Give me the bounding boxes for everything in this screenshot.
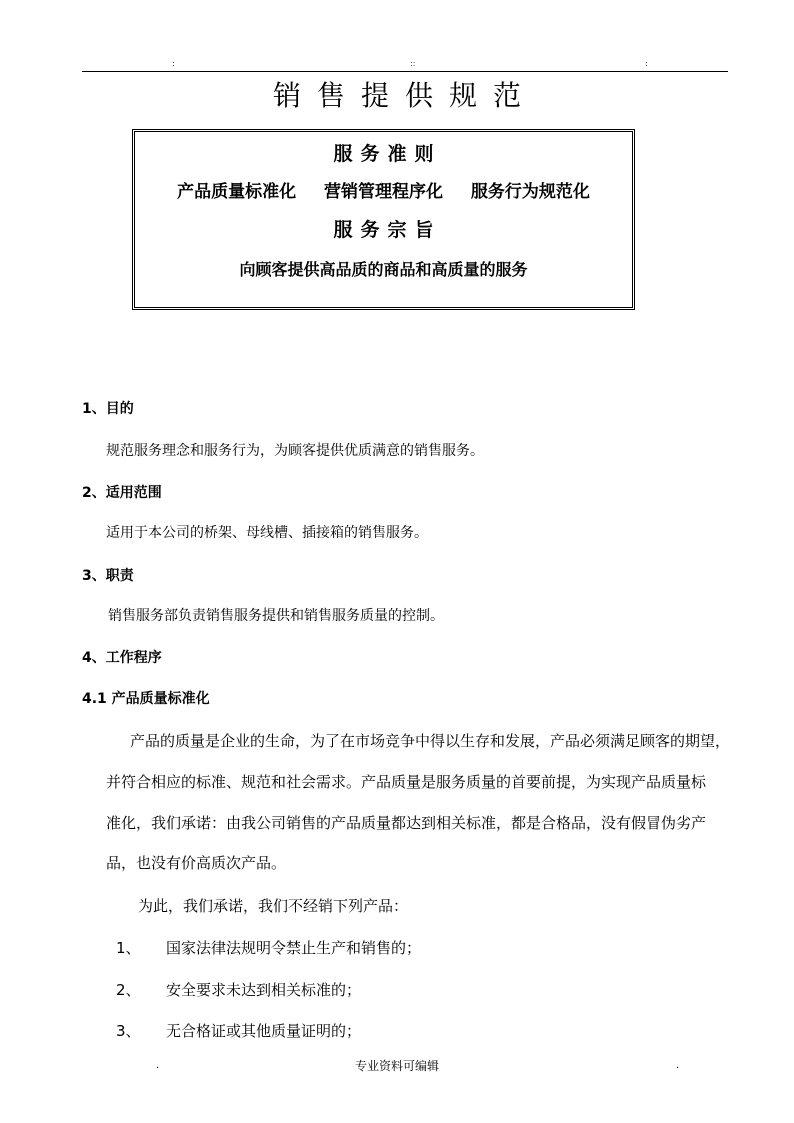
quality-paragraph-line: 准化，我们承诺：由我公司销售的产品质量都达到相关标准，都是合格品，没有假冒伪劣产: [106, 814, 707, 832]
service-principles-heading: 服务准则: [333, 143, 442, 165]
section-heading-procedure: 4、工作程序: [82, 650, 162, 666]
section-heading-scope: 2、适用范围: [82, 485, 162, 501]
section-heading-purpose: 1、目的: [82, 401, 134, 417]
service-purpose-text: 向顾客提供高品质的商品和高质量的服务: [239, 260, 528, 279]
service-purpose-heading: 服务宗旨: [333, 219, 442, 241]
header-marks: [0, 58, 794, 70]
page-footer: [0, 1056, 794, 1076]
list-item-number: 1、: [116, 939, 141, 957]
service-principles-list: [135, 179, 632, 205]
header-rule: [82, 71, 728, 72]
quality-paragraph-line: 产品的质量是企业的生命，为了在市场竞争中得以生存和发展，产品必须满足顾客的期望，: [130, 732, 731, 750]
list-item-number: 2、: [116, 981, 141, 999]
subsection-heading-quality: 4.1 产品质量标准化: [82, 691, 210, 707]
commitment-intro: 为此，我们承诺，我们不经销下列产品：: [138, 897, 409, 915]
principle-item: 营销管理程序化: [324, 182, 443, 202]
list-item-text: 安全要求未达到相关标准的；: [166, 981, 362, 999]
header-mark-right: :: [645, 59, 648, 68]
list-item-text: 国家法律法规明令禁止生产和销售的；: [166, 939, 422, 957]
principle-item: 服务行为规范化: [470, 182, 590, 202]
header-mark-left: :: [172, 59, 175, 68]
list-item-number: 3、: [116, 1022, 141, 1040]
principles-box: [132, 129, 635, 310]
quality-paragraph-line: 并符合相应的标准、规范和社会需求。产品质量是服务质量的首要前提，为实现产品质量标: [106, 773, 707, 791]
section-text-scope: 适用于本公司的桥架、母线槽、插接箱的销售服务。: [106, 525, 428, 541]
header-mark-center: ::: [410, 59, 416, 68]
section-heading-responsibility: 3、职责: [82, 568, 134, 584]
document-title: 销售提供规范: [272, 79, 537, 112]
section-text-purpose: 规范服务理念和服务行为，为顾客提供优质满意的销售服务。: [106, 443, 484, 459]
principle-item: 产品质量标准化: [177, 182, 297, 202]
footer-mark-right: .: [676, 1060, 680, 1071]
section-text-responsibility: 销售服务部负责销售服务提供和销售服务质量的控制。: [108, 608, 444, 624]
footer-mark-left: .: [156, 1060, 160, 1071]
quality-paragraph-line: 品，也没有价高质次产品。: [106, 854, 287, 872]
list-item-text: 无合格证或其他质量证明的；: [166, 1022, 362, 1040]
footer-text: 专业资料可编辑: [354, 1059, 439, 1073]
